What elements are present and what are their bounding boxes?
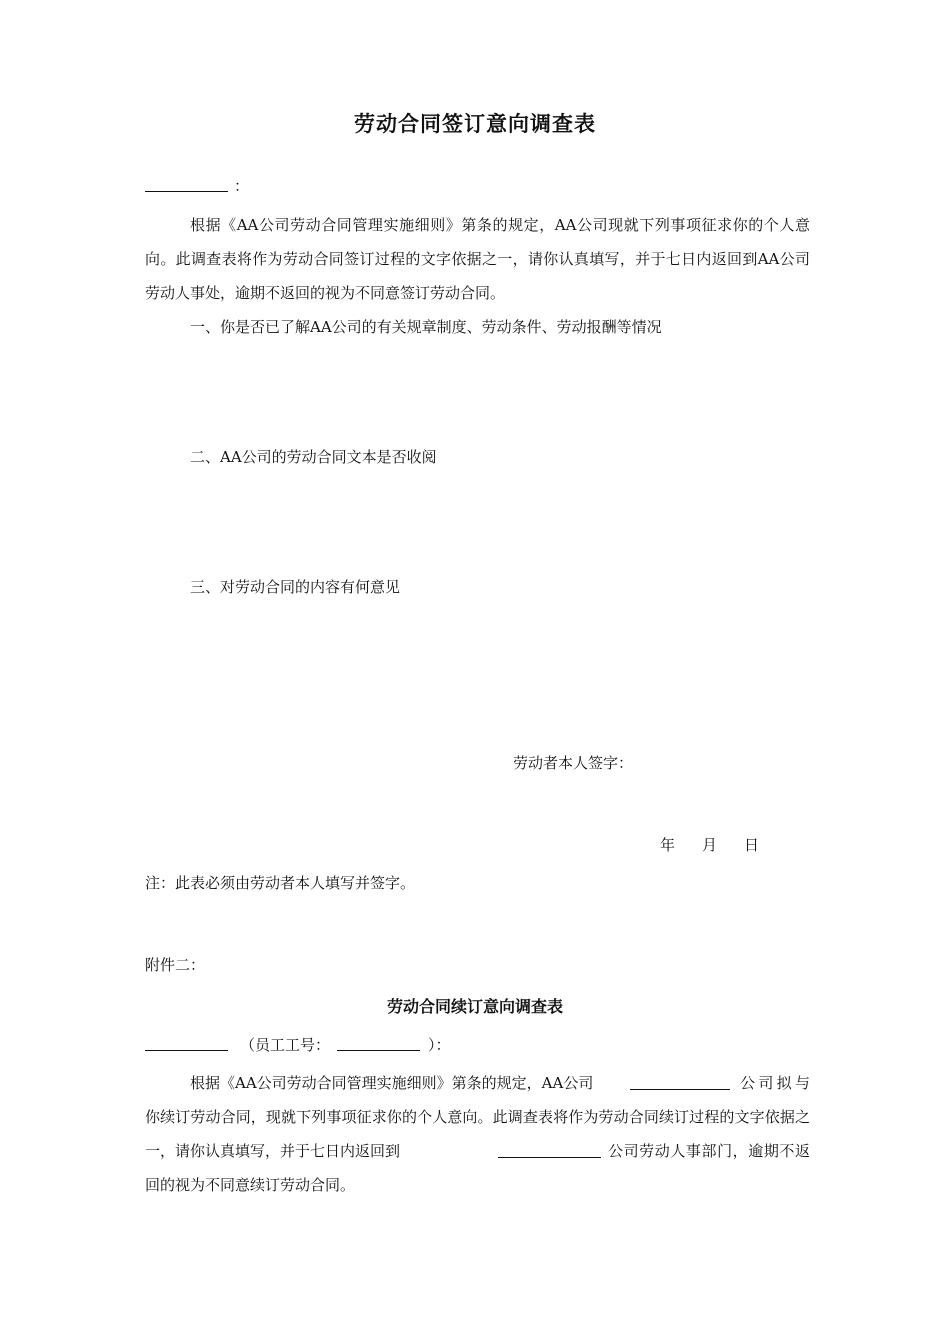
signature-label: 劳动者本人签字： (513, 754, 634, 772)
employee-id-open: （员工工号： (240, 1036, 331, 1054)
attachment-title: 劳动合同续订意向调查表 (386, 997, 563, 1016)
question-3: 三、对劳动合同的内容有何意见 (190, 578, 401, 596)
answer-area-2[interactable] (145, 475, 810, 565)
form-note: 注：此表必须由劳动者本人填写并签字。 (145, 874, 416, 892)
employee-id-close: ）： (428, 1036, 451, 1054)
date-year: 年 (660, 836, 676, 854)
addressee-blank[interactable] (145, 191, 228, 192)
employee-id-blank[interactable] (337, 1050, 420, 1051)
addressee-colon: ： (234, 177, 250, 195)
attachment-intro-part1: 根据《AA公司劳动合同管理实施细则》第条的规定，AA公司 (190, 1074, 594, 1092)
answer-area-1[interactable] (145, 345, 810, 435)
employee-name-blank[interactable] (145, 1050, 228, 1051)
attachment-intro-part2: 公司拟与你续订劳动合同，现就下列事项征求你的个人意向。此调查表将作为劳动合同续订过程的文字依据之一，请你认真填写，并于七日内返回到 (145, 1074, 810, 1160)
date-day: 日 (744, 836, 760, 854)
attachment-label: 附件二： (145, 956, 206, 974)
answer-area-3[interactable] (145, 605, 810, 735)
date-month: 月 (702, 836, 718, 854)
attachment-intro-part3: 公司劳动人事部门，逾期不返回的视为不同意续订劳动合同。 (145, 1142, 810, 1194)
question-1: 一、你是否已了解AA公司的有关规章制度、劳动条件、劳动报酬等情况 (190, 318, 662, 336)
question-2: 二、AA公司的劳动合同文本是否收阅 (190, 448, 437, 466)
signature-field[interactable] (650, 752, 800, 776)
form-title: 劳动合同签订意向调查表 (354, 112, 596, 136)
form-intro-paragraph: 根据《AA公司劳动合同管理实施细则》第条的规定，AA公司现就下列事项征求你的个人意向。此调查表将作为劳动合同签订过程的文字依据之一，请你认真填写，并于七日内返回到AA公司劳动人事处，逾期不返回的视为不同意签订劳动合同。 (145, 216, 810, 302)
